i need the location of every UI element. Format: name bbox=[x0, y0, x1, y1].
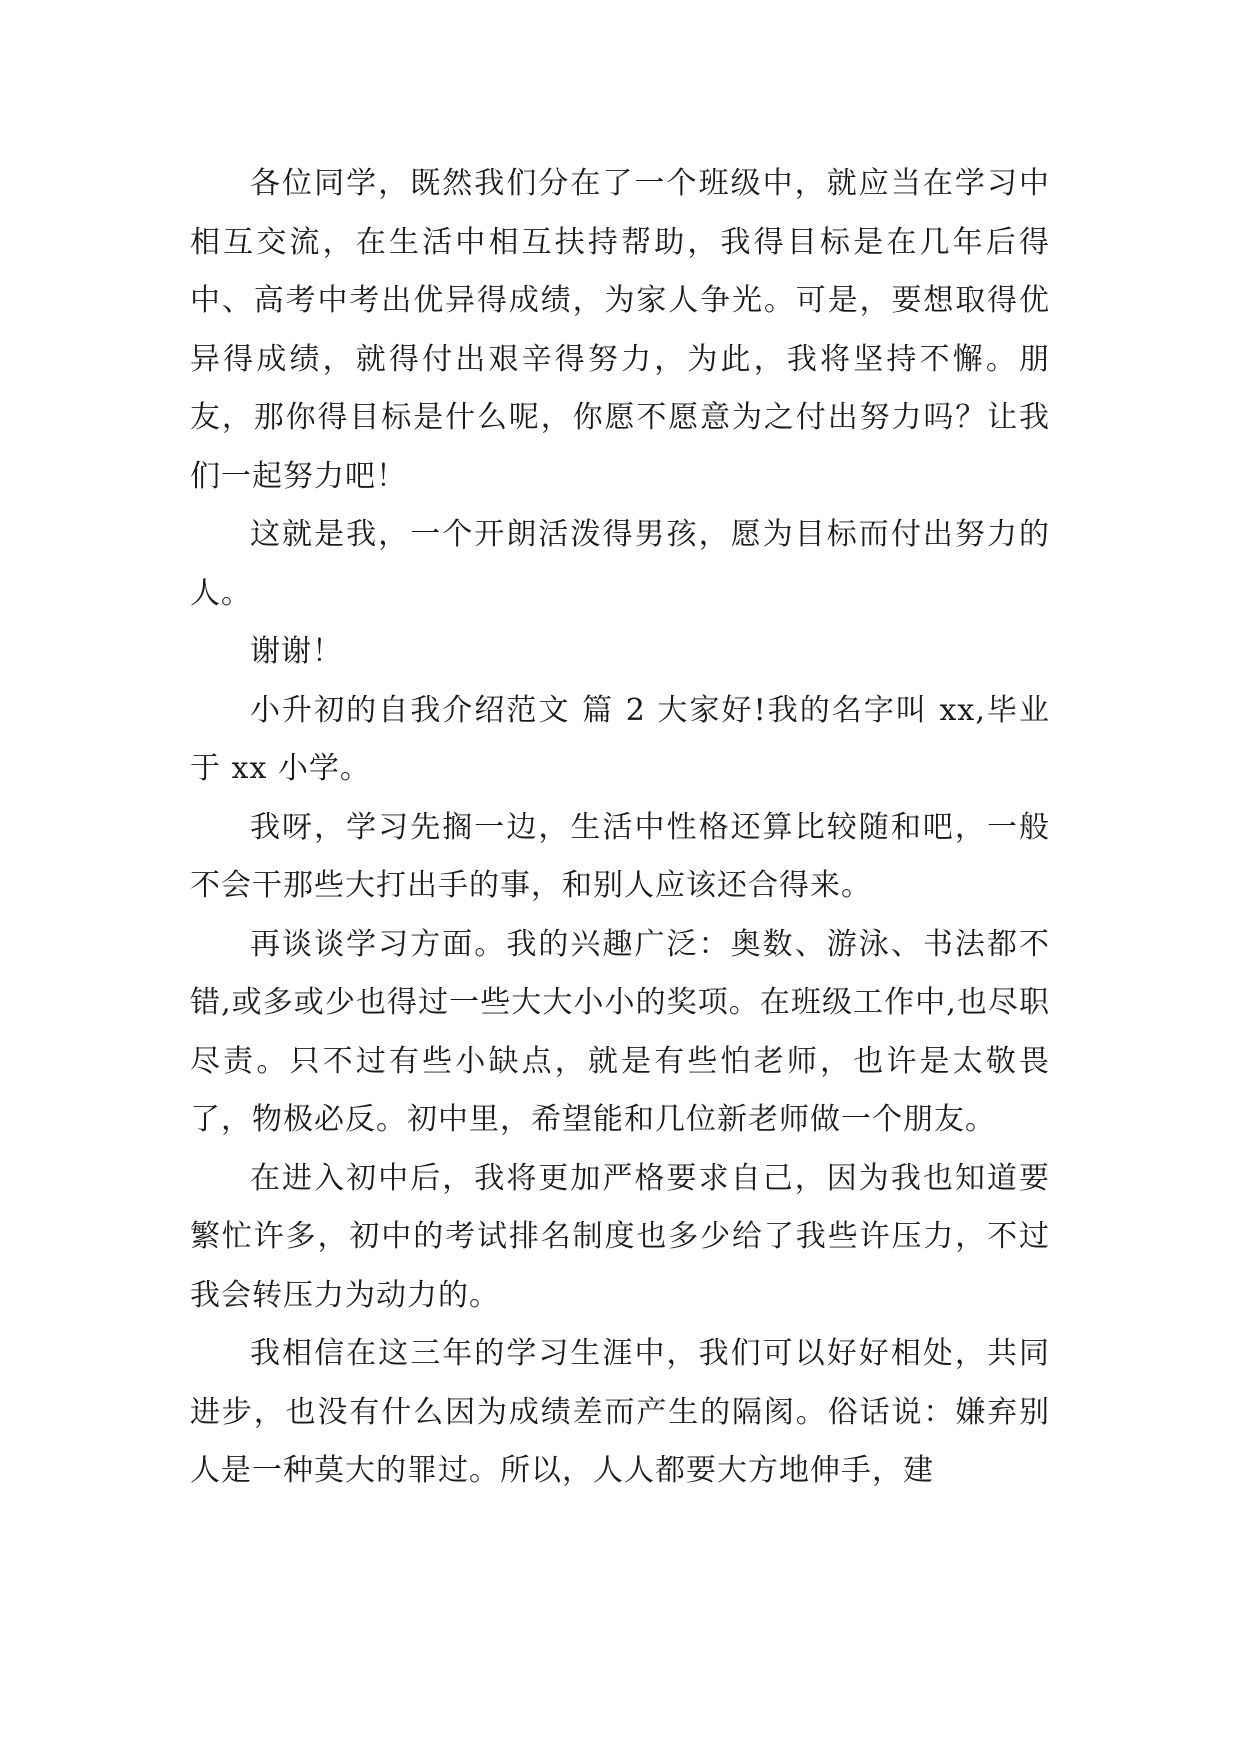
paragraph-2: 这就是我，一个开朗活泼得男孩，愿为目标而付出努力的人。 bbox=[190, 517, 1050, 611]
paragraph-8: 我相信在这三年的学习生涯中，我们可以好好相处，共同进步，也没有什么因为成绩差而产生的隔阂。俗话说：嫌弃别人是一种莫大的罪过。所以，人人都要大方地伸手，建 bbox=[190, 1336, 1050, 1488]
paragraph-4-heading: 小升初的自我介绍范文 篇 2 大家好!我的名字叫 xx,毕业于 xx 小学。 bbox=[190, 692, 1050, 786]
paragraph-1: 各位同学，既然我们分在了一个班级中，就应当在学习中相互交流，在生活中相互扶持帮助，我得目标是在几年后得中、高考中考出优异得成绩，为家人争光。可是，要想取得优异得成绩，就得付出艰辛得努力，为此，我将坚持不懈。朋友，那你得目标是什么呢，你愿不愿意为之付出努力吗？让我们一起努力吧！ bbox=[190, 166, 1050, 494]
paragraph-3: 谢谢！ bbox=[250, 634, 343, 669]
document-body bbox=[190, 155, 1050, 1501]
paragraph-7: 在进入初中后，我将更加严格要求自己，因为我也知道要繁忙许多，初中的考试排名制度也多少给了我些许压力，不过我会转压力为动力的。 bbox=[190, 1160, 1050, 1313]
paragraph-6: 再谈谈学习方面。我的兴趣广泛：奥数、游泳、书法都不错,或多或少也得过一些大大小小的奖项。在班级工作中,也尽职尽责。只不过有些小缺点，就是有些怕老师，也许是太敬畏了，物极必反。初中里，希望能和几位新老师做一个朋友。 bbox=[190, 926, 1050, 1137]
paragraph-5: 我呀，学习先搁一边，生活中性格还算比较随和吧，一般不会干那些大打出手的事，和别人应该还合得来。 bbox=[190, 809, 1050, 903]
